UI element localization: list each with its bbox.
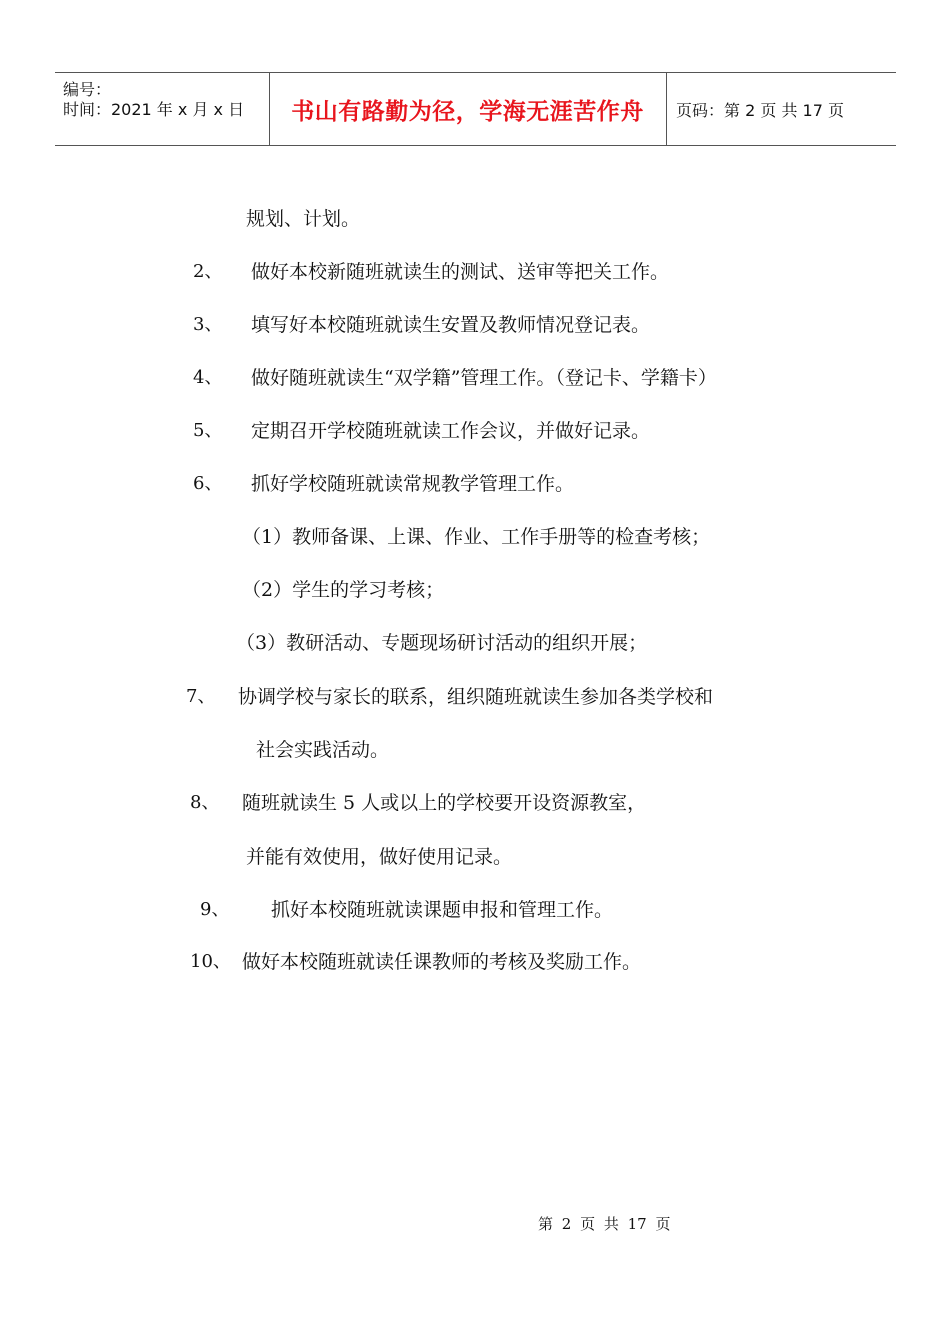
item-text: 填写好本校随班就读生安置及教师情况登记表。 — [251, 314, 651, 336]
item-number: 5、 — [193, 420, 223, 441]
item-text: 定期召开学校随班就读工作会议，并做好记录。 — [251, 420, 651, 442]
item-text: 做好随班就读生“双学籍”管理工作。（登记卡、学籍卡） — [251, 367, 717, 389]
item-number: 6、 — [193, 473, 223, 494]
item-continuation: 并能有效使用，做好使用记录。 — [246, 846, 513, 868]
item-text: 做好本校新随班就读生的测试、送审等把关工作。 — [251, 261, 670, 283]
document-time-label: 时间：2021 年 x 月 x 日 — [63, 100, 245, 119]
item-continuation: 社会实践活动。 — [256, 739, 390, 761]
sub-item-text: （3）教研活动、专题现场研讨活动的组织开展； — [236, 632, 648, 654]
item-number: 7、 — [186, 686, 216, 707]
item-number: 4、 — [193, 367, 223, 388]
intro-line: 规划、计划。 — [246, 208, 361, 230]
header-motto-cell — [269, 73, 667, 145]
motto-text: 书山有路勤为径，学海无涯苦作舟 — [291, 98, 644, 125]
item-number: 9、 — [200, 899, 230, 920]
item-text: 做好本校随班就读任课教师的考核及奖励工作。 — [242, 951, 642, 973]
item-text: 协调学校与家长的联系，组织随班就读生参加各类学校和 — [238, 686, 714, 708]
item-number: 10、 — [190, 951, 231, 972]
sub-item-text: （1）教师备课、上课、作业、工作手册等的检查考核； — [242, 526, 711, 548]
item-number: 3、 — [193, 314, 223, 335]
item-text: 抓好学校随班就读常规教学管理工作。 — [251, 473, 575, 495]
header-meta-cell — [55, 73, 270, 145]
item-number: 2、 — [193, 261, 223, 282]
sub-item-text: （2）学生的学习考核； — [242, 579, 445, 601]
item-number: 8、 — [190, 792, 220, 813]
page-footer: 第 2 页 共 17 页 — [538, 1215, 671, 1233]
page-header — [55, 72, 896, 146]
header-page-cell — [666, 73, 896, 145]
item-text: 随班就读生 5 人或以上的学校要开设资源教室， — [242, 792, 647, 814]
item-text: 抓好本校随班就读课题申报和管理工作。 — [271, 899, 614, 921]
document-number-label: 编号： — [63, 80, 112, 99]
header-page-number: 页码：第 2 页 共 17 页 — [676, 100, 844, 120]
